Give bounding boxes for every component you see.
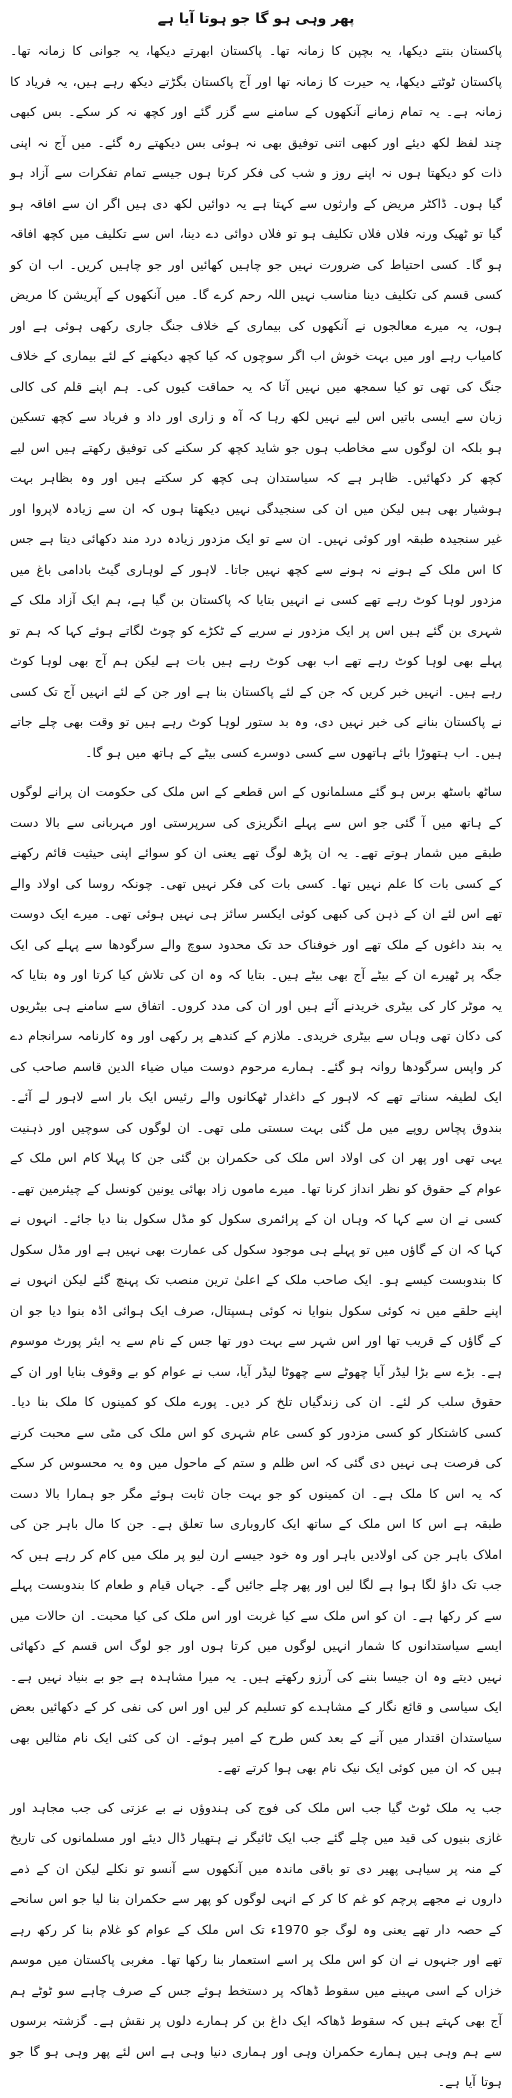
paragraph-3: جب یہ ملک ٹوٹ گیا جب اس ملک کی فوج کی ہندوؤں نے بے عزتی کی جب مجاہد اور غازی بنیوں کی قید میں چلے گئے جب ایک ٹائیگر نے ہتھیار ڈال دیئے اور مسلمانوں کی تاریخ کے منہ پر سیاہی پھیر دی تو باقی ماندہ میں آنکھوں سے آنسو تو نکلے لیکن ان کے ذمے داروں نے مجھے پرچم کو غم کا کر کے انہی لوگوں کو پھر سے حکمران بنا لیا جو اس سانحے کے حصہ دار تھے یعنی وہ لوگ جو 1970ء تک اس ملک کے عوام کو غلام بنا کر رکھ رہے تھے اور جنہوں نے ان کو اس ملک پر اسے استعمار بنا رکھا تھا۔ مغربی پاکستان میں موسم خزاں کے اسی مہینے میں سقوط ڈھاکہ پر دستخط ہوئے جس کے صرف چاہے سو ٹوٹے ہم آج بھی کہتے ہیں کہ سقوط ڈھاکہ ایک داغ بن کر ہمارے دلوں پر نقش ہے۔ گزشتہ برسوں سے ہم وہی ہیں ہمارے حکمران وہی اور ہماری دنیا وہی ہے اس لئے پھر وہی ہو گا جو ہوتا آیا ہے۔ bbox=[10, 1799, 502, 2089]
column-title: پھر وہی ہو گا جو ہوتا آیا ہے bbox=[157, 11, 355, 27]
paragraph-2: ساٹھ باسٹھ برس ہو گئے مسلمانوں کے اس قطعے کے اس ملک کی حکومت ان پرانے لوگوں کے ہاتھ میں آ گئی جو اس سے پہلے انگریزی کی سرپرستی اور مہربانی سے بالا دست طبقے میں شمار ہوتے تھے۔ یہ ان پڑھ لوگ تھے یعنی ان کو سوائے اپنی حیثیت قائم رکھنے کے کسی بات کا علم نہیں تھا۔ کسی بات کی فکر نہیں تھی۔ چونکہ روسا کی اولاد والے تھے اس لئے ان کے ذہن کی کبھی کوئی ایکسر سائز ہی نہیں ہوئی تھی۔ میرے ایک دوست یہ بند داغوں کے ملک تھے اور خوفناک حد تک محدود سوچ والے سرگودھا سے پہلے کی ایک جگہ پر ٹھیرے ان کے بیٹے آج بھی بیٹے ہیں۔ بتایا کہ وہ ان کی تلاش کیا کرتا اور وہ بتایا کہ یہ موٹر کار کی بیٹری خریدنے آئے ہیں اور ان کی مدد کروں۔ اتفاق سے سامنے ہی بیٹریوں کی دکان تھی وہاں سے بیٹری خریدی۔ ملازم کے کندھے پر رکھی اور وہ کارنامہ سرانجام دے کر واپس سرگودھا روانہ ہو گئے۔ ہمارے مرحوم دوست میاں ضیاء الدین قاسم صاحب کی ایک لطیفہ سناتے تھے کہ لاہور کے داغدار ٹھکانوں والے رئیس ایک بار اسے لاہور لے آئے۔ بندوق پچاس روپے میں مل گئی بہت سستی ملی تھی۔ ان لوگوں کی سوچیں اور ذہنیت یہی تھی اور پھر ان کی اولاد اس ملک کی حکمران بن گئی جن کا پہلا کام اس ملک کے عوام کے حقوق کو نظر انداز کرنا تھا۔ میرے ماموں زاد بھائی یونین کونسل کے چیئرمین تھے۔ کسی نے ان سے کہا کہ وہاں ان کے پرائمری سکول کو مڈل سکول بنا دیا جائے۔ انہوں نے کہا کہ ان کے گاؤں میں تو پہلے ہی موجود سکول کی عمارت بھی نہیں ہے اور مڈل سکول کا بندوبست کیسے ہو۔ ایک صاحب ملک کے اعلیٰ ترین منصب تک پہنچ گئے لیکن انہوں نے اپنے حلقے میں نہ کوئی سکول بنوایا نہ کوئی ہسپتال، صرف ایک ہوائی اڈہ بنوا دیا جو ان کے گاؤں کے قریب تھا اور اس شہر سے بہت دور تھا جس کے نام سے یہ ایئر پورٹ موسوم ہے۔ بڑے سے بڑا لیڈر آیا چھوٹے سے چھوٹا لیڈر آیا، سب نے عوام کو بے وقوف بنایا اور ان کے حقوق سلب کر لئے۔ ان کی زندگیاں تلخ کر دیں۔ پورے ملک کو کمینوں کا ملک بنا دیا۔ کسی کاشتکار کو کسی مزدور کو کسی عام شہری کو اس ملک کی مٹی سے محبت کرنے کی فرصت ہی نہیں دی گئی کہ اس ظلم و ستم کے ماحول میں وہ یہ محسوس کر سکے کہ یہ اس کا ملک ہے۔ ان کمینوں کو جو بہت جان ثابت ہوئے مگر جو ہمارا بالا دست طبقہ ہے اس کا اس ملک کے ساتھ ایک کاروباری سا تعلق ہے۔ جن کا مال باہر جن کی املاک باہر جن کی اولادیں باہر اور وہ خود جیسے ارن لیو پر ملک میں کام کر رہے ہیں کہ جب تک داؤ لگا ہوا ہے لگا لیں اور پھر چلے جائیں گے۔ جہاں قیام و طعام کا بندوبست پہلے سے کر رکھا ہے۔ ان کو اس ملک سے کیا غربت اور اس ملک کی کیا محبت۔ ان حالات میں ایسے سیاستدانوں کا شمار انہیں لوگوں میں کرتا ہوں اور جو لوگ اس قسم کے دکھائی نہیں دیتے وہ ان جیسا بننے کی آرزو رکھتے ہیں۔ یہ میرا مشاہدہ ہے جو بے بنیاد نہیں ہے۔ ایک سیاسی و قائع نگار کے مشاہدے کو تسلیم کر لیں اور اس کی نفی کر کے دکھائیں بعض سیاستدان اقتدار میں آنے کے بعد کس طرح کے امیر ہوئے۔ ان کی کئی ایک نام مثالیں بھی ہیں کہ ان میں کوئی ایک نیک نام بھی ہوا کرتے تھے۔ bbox=[10, 784, 503, 1775]
paragraph-1: پاکستان بنتے دیکھا، یہ بچپن کا زمانہ تھا۔ پاکستان ابھرتے دیکھا، یہ جوانی کا زمانہ تھا۔ پاکستان ٹوٹتے دیکھا، یہ حیرت کا زمانہ تھا اور آج پاکستان بگڑتے دیکھ رہے ہیں، یہ فریاد کا زمانہ ہے۔ یہ تمام زمانے آنکھوں کے سامنے سے گزر گئے اور کچھ نہ کر سکے۔ بس کبھی چند لفظ لکھ دیئے اور کبھی اتنی توفیق بھی نہ ہوئی بس دیکھتے رہ گئے۔ میں آج نہ اپنی ذات کو دیکھتا ہوں نہ اپنے روز و شب کی فکر کرتا ہوں جیسے تمام تفکرات سے آزاد ہو گیا ہوں۔ ڈاکٹر مریض کے وارثوں سے کہتا ہے یہ دوائیں لکھ دی ہیں اگر ان سے افاقہ ہو گیا تو ٹھیک ورنہ فلاں فلاں تکلیف ہو تو فلاں دوائی دے دینا، اس سے تکلیف میں کچھ افاقہ ہو گا۔ کسی احتیاط کی ضرورت نہیں جو چاہیں کھائیں اور جو چاہیں کریں۔ اب ان کو کسی قسم کی تکلیف دینا مناسب نہیں اللہ رحم کرے گا۔ میں آنکھوں کے آپریشن کا مریض ہوں، یہ میرے معالجوں نے آنکھوں کی بیماری کے خلاف جنگ جاری رکھی ہوئی ہے اور کامیاب رہے اور میں بہت خوش اب اگر سوچوں کہ کیا کچھ دیکھنے کے لئے بیماری کے خلاف جنگ کی تھی تو کیا سمجھ میں نہیں آتا کہ یہ حماقت کیوں کی۔ ہم اپنے قلم کی کالی زبان سے ایسی باتیں اس لیے نہیں لکھ رہا کہ آہ و زاری اور داد و فریاد سے کچھ تسکین ہو بلکہ ان لوگوں سے مخاطب ہوں جو شاید کچھ کر سکنے کی توفیق رکھتے ہیں اس لیے کچھ کر دکھائیں۔ ظاہر ہے کہ سیاستدان ہی کچھ کر سکتے ہیں اور وہ بظاہر بہت ہوشیار بھی ہیں لیکن میں ان کی سنجیدگی نہیں دیکھتا ہوں کہ ان سے زیادہ لاپروا اور غیر سنجیدہ طبقہ اور کوئی نہیں۔ ان سے تو ایک مزدور زیادہ درد مند دکھائی دیتا ہے جس کا اس ملک کے ہونے نہ ہونے سے کچھ نہیں جاتا۔ لاہور کے لوہاری گیٹ بادامی باغ میں مزدور لوہا کوٹ رہے تھے کسی نے انہیں بتایا کہ پاکستان بن گیا ہے، ہم ایک آزاد ملک کے شہری بن گئے ہیں اس پر ایک مزدور نے سریے کے ٹکڑے کو چوٹ لگاتے ہوئے کہا کہ ہم تو پہلے بھی لوہا کوٹ رہے تھے اب بھی کوٹ رہے ہیں بات ہے لیکن ہم آج بھی لوہا کوٹ رہے ہیں۔ انہیں خبر کریں کہ جن کے لئے پاکستان بنا ہے اور جن کے لئے انہیں آج تک کسی نے پاکستان بنانے کی خبر نہیں دی، وہ بد ستور لوہا کوٹ رہے ہیں تو وقت بھی چلے جاتے ہیں۔ اب ہتھوڑا بائے ہاتھوں سے کسی دوسرے کسی بیٹے کے ہاتھ میں ہو گا۔ bbox=[10, 43, 502, 760]
